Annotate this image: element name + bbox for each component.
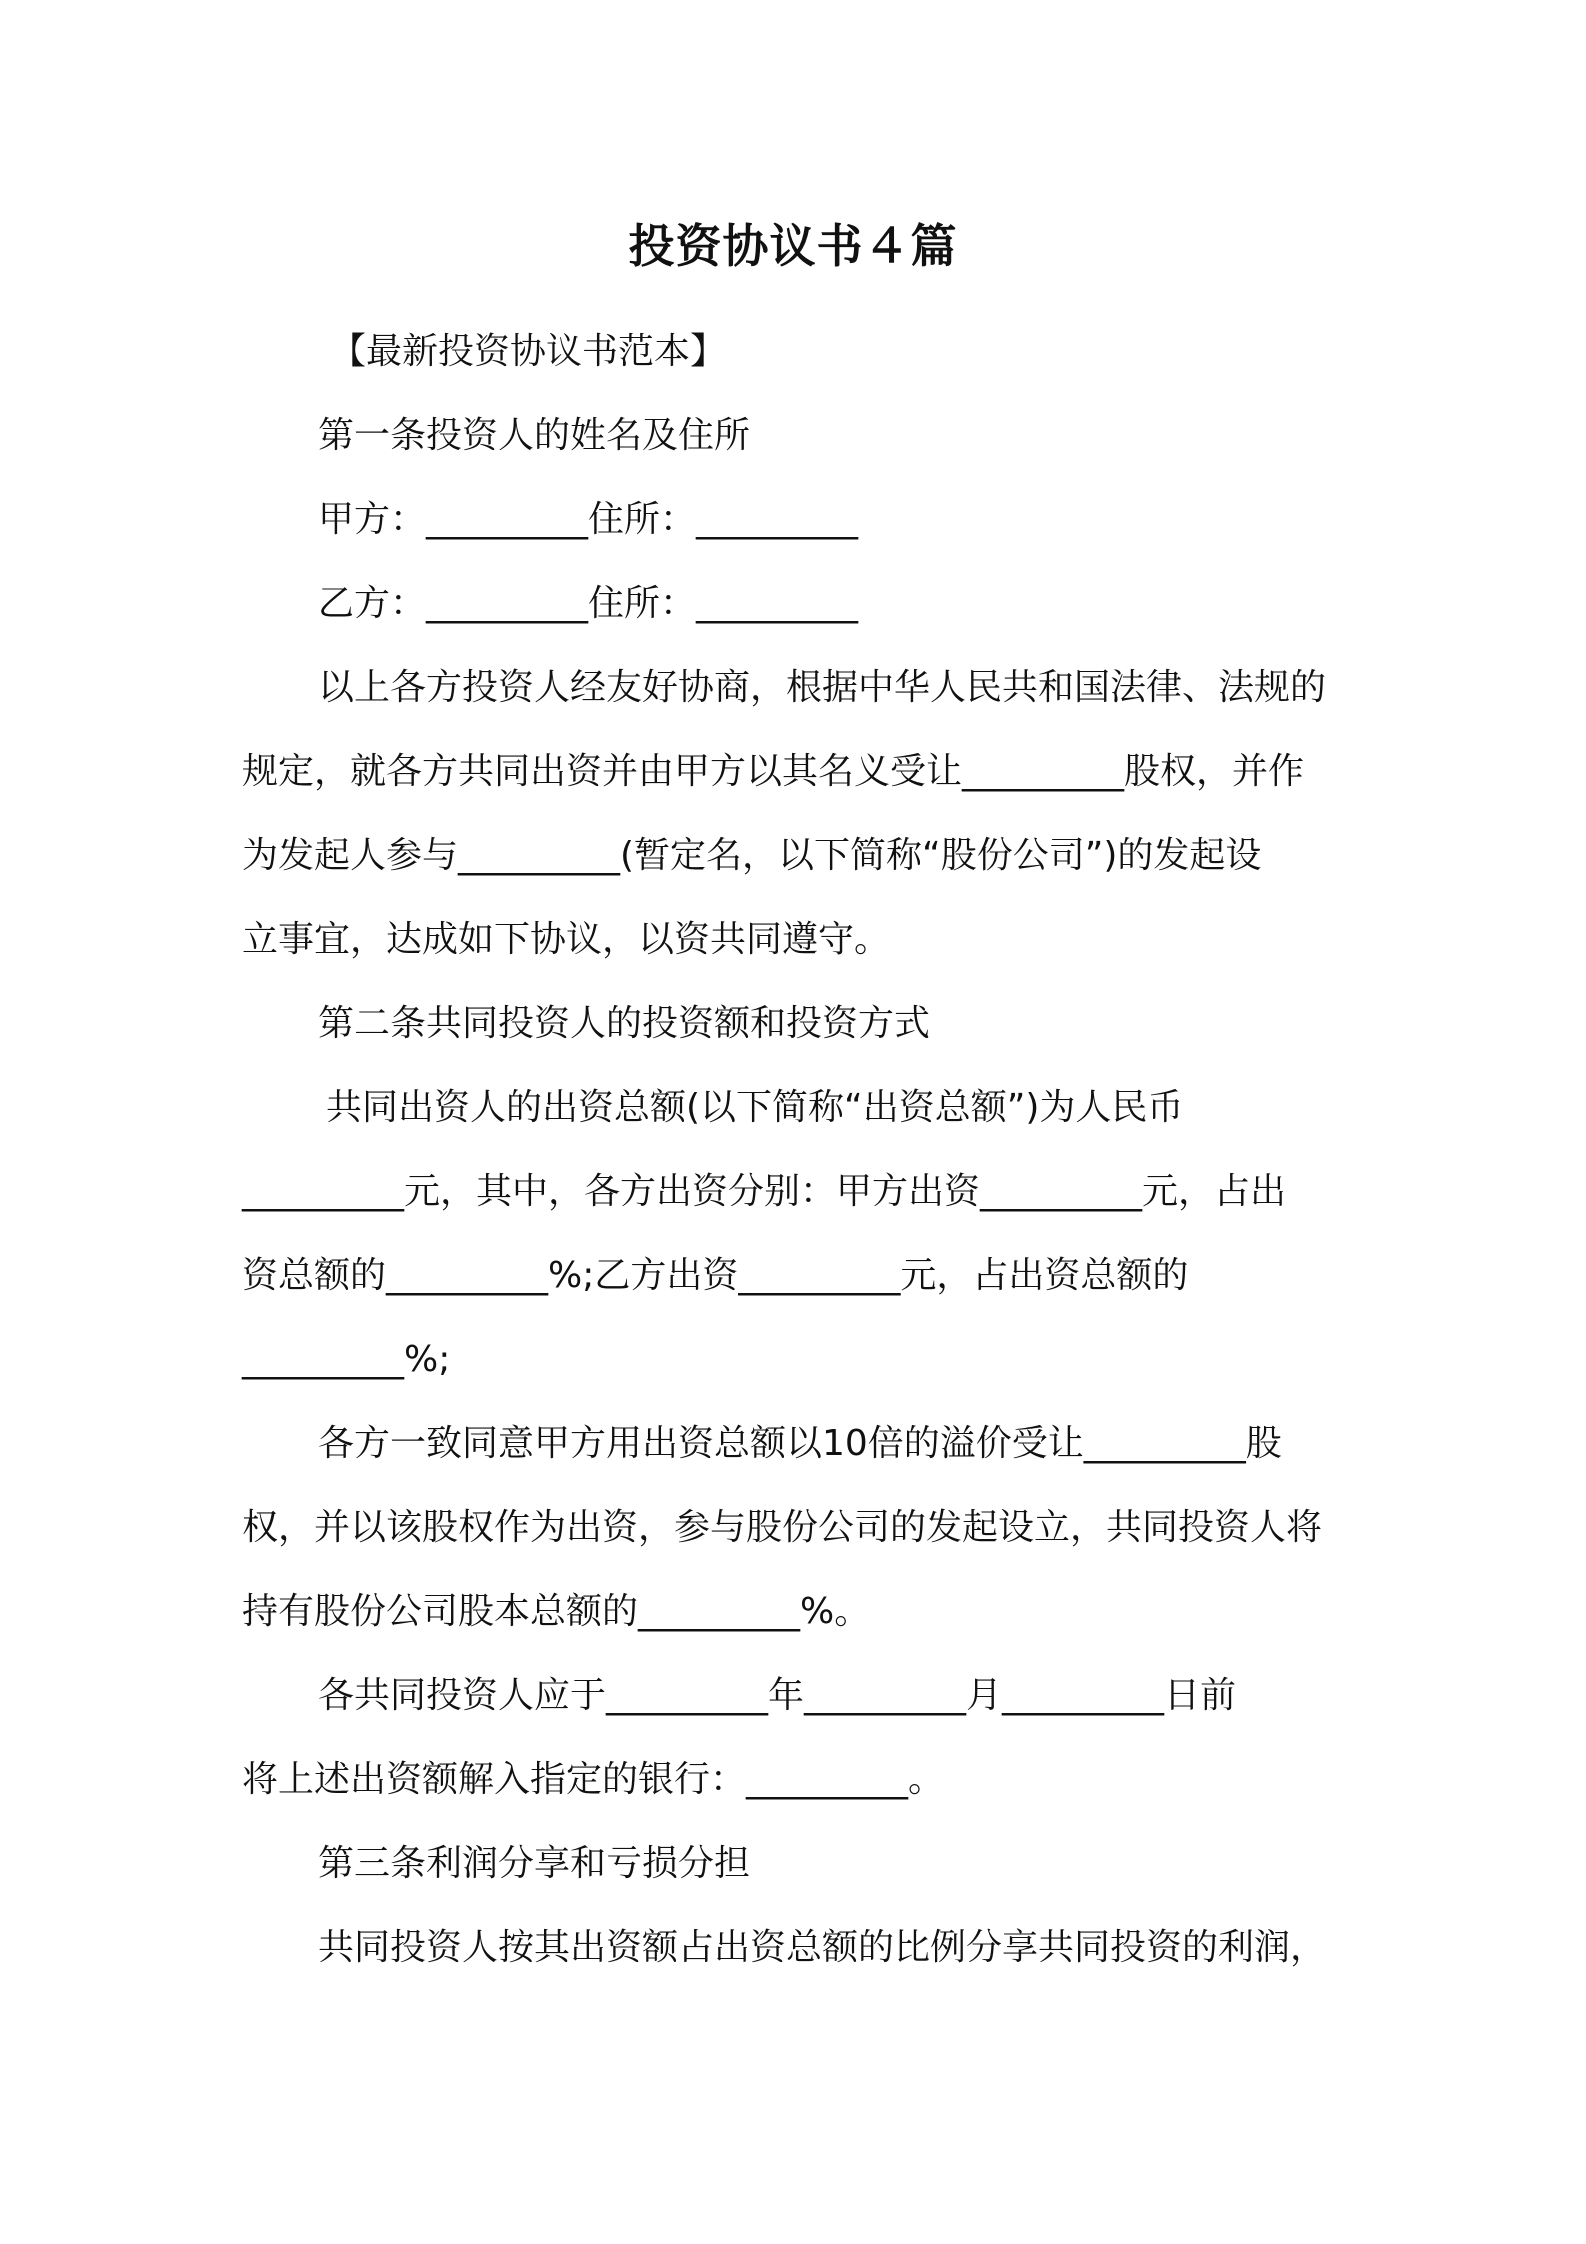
paragraph-line: 共同投资人按其出资额占出资总额的比例分享共同投资的利润， [318,1927,1327,1968]
paragraph-line: 立事宜，达成如下协议，以资共同遵守。 [242,919,891,960]
paragraph-line: 资总额的_________%;乙方出资_________元，占出资总额的 [242,1255,1189,1296]
paragraph-line: 为发起人参与_________(暂定名，以下简称“股份公司”)的发起设 [242,835,1262,876]
paragraph-line: 以上各方投资人经友好协商，根据中华人民共和国法律、法规的 [318,667,1327,708]
article-2-heading: 第二条共同投资人的投资额和投资方式 [318,1003,931,1044]
article-1-heading: 第一条投资人的姓名及住所 [318,415,751,456]
paragraph-line: 持有股份公司股本总额的_________%。 [242,1591,871,1632]
paragraph-line: _________元，其中，各方出资分别：甲方出资_________元，占出 [242,1171,1287,1212]
heading-sample: 【最新投资协议书范本】 [330,331,727,372]
document-title: 投资协议书４篇 [628,219,958,273]
party-a-line: 甲方：_________住所：_________ [318,499,859,540]
paragraph-line: 共同出资人的出资总额(以下简称“出资总额”)为人民币 [326,1087,1184,1128]
party-b-line: 乙方：_________住所：_________ [318,583,859,624]
paragraph-line: 各共同投资人应于_________年_________月_________日前 [318,1675,1237,1716]
paragraph-line: 各方一致同意甲方用出资总额以10倍的溢价受让_________股 [318,1423,1282,1464]
article-3-heading: 第三条利润分享和亏损分担 [318,1843,751,1884]
paragraph-line: 将上述出资额解入指定的银行：_________。 [242,1759,945,1800]
paragraph-line: 规定，就各方共同出资并由甲方以其名义受让_________股权，并作 [242,751,1305,792]
paragraph-line: 权，并以该股权作为出资，参与股份公司的发起设立，共同投资人将 [242,1507,1323,1548]
paragraph-line: _________%; [242,1339,451,1380]
